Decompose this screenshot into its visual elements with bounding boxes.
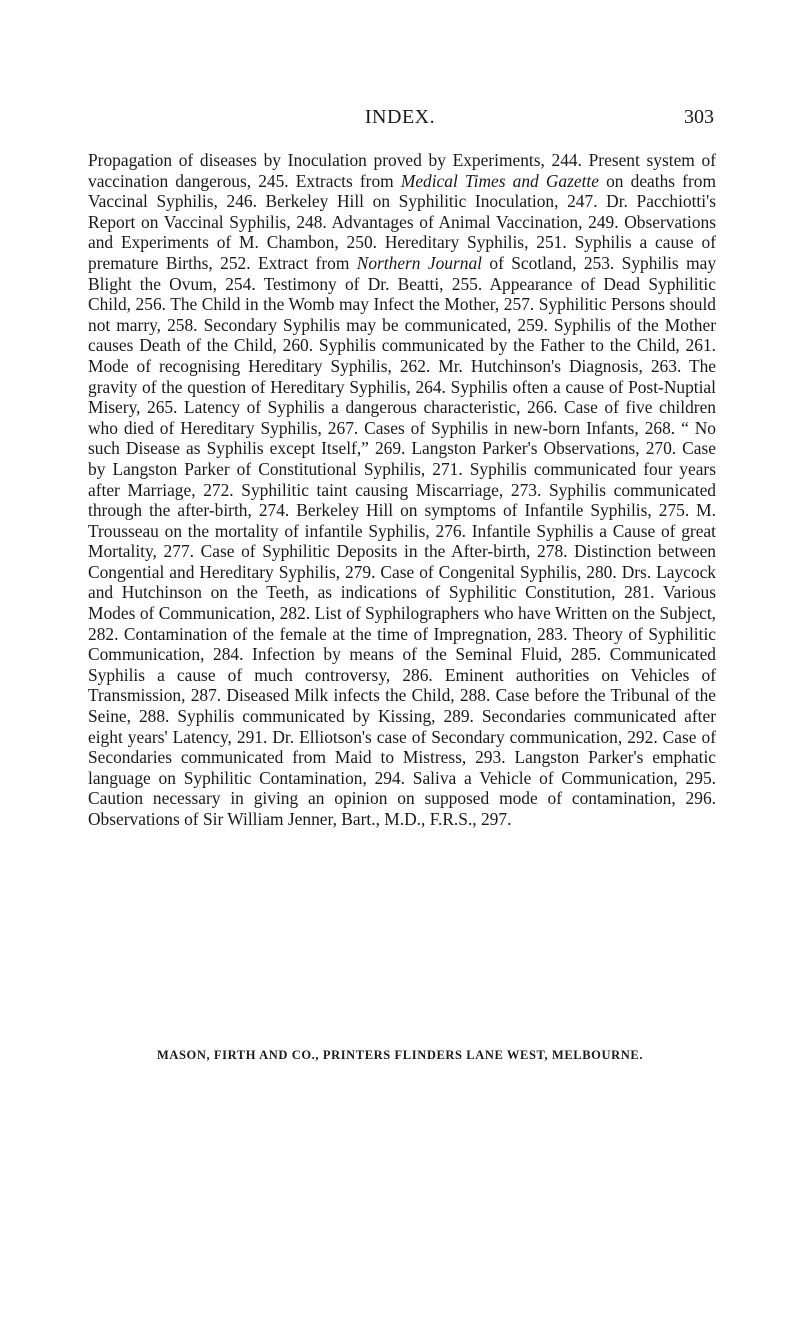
journal-title-northern-journal: Northern Journal <box>356 252 482 273</box>
page-number: 303 <box>684 106 714 128</box>
index-paragraph <box>88 150 716 830</box>
index-text-segment: on deaths from Vaccinal Syphilis, 246. Berkeley Hill on Syphilitic Inoculation, 247. Dr. Pacchiotti's Report on Vaccinal Syphilis, 248. Advantages of Animal Vaccination, 249. Observations and Experiments of M. Chambon, 250. Hereditary Syphilis, 251. Syphilis a cause of premature Births, 252. Extract from <box>88 170 716 273</box>
journal-title-medical-times: Medical Times and Gazette <box>400 170 599 191</box>
printer-imprint: MASON, FIRTH AND CO., PRINTERS FLINDERS LANE WEST, MELBOURNE. <box>156 1048 644 1062</box>
index-text-segment: of Scotland, 253. Syphilis may Blight the Ovum, 254. Testimony of Dr. Beatti, 255. Appearance of Dead Syphilitic Child, 256. The Child in the Womb may Infect the Mother, 257. Syphilitic Persons should not marry, 258. Secondary Syphilis may be communicated, 259. Syphilis of the Mother causes Death of the Child, 260. Syphilis communicated by the Father to the Child, 261. Mode of recognising Hereditary Syphilis, 262. Mr. Hutchinson's Diagnosis, 263. The gravity of the question of Hereditary Syphilis, 264. Syphilis often a cause of Post-Nuptial Misery, 265. Latency of Syphilis a dangerous characteristic, 266. Case of five children who died of Hereditary Syphilis, 267. Cases of Syphilis in new-born Infants, 268. “ No such Disease as Syphilis except Itself,” 269. Langston Parker's Observations, 270. Case by Langston Parker of Constitutional Syphilis, 271. Syphilis communicated four years after Marriage, 272. Syphilitic taint causing Miscarriage, 273. Syphilis communicated through the after-birth, 274. Berkeley Hill on symptoms of Infantile Syphilis, 275. M. Trousseau on the mortality of infantile Syphilis, 276. Infantile Syphilis a Cause of great Mortality, 277. Case of Syphilitic Deposits in the After-birth, 278. Distinction between Congential and Hereditary Syphilis, 279. Case of Congenital Syphilis, 280. Drs. Laycock and Hutchinson on the Teeth, as indications of Syphilitic Constitution, 281. Various Modes of Communication, 282. List of Syphilographers who have Written on the Subject, 282. Contamination of the female at the time of Impregnation, 283. Theory of Syphilitic Communication, 284. Infection by means of the Seminal Fluid, 285. Communicated Syphilis a cause of much controversy, 286. Eminent authorities on Vehicles of Transmission, 287. Diseased Milk infects the Child, 288. Case before the Tribunal of the Seine, 288. Syphilis communicated by Kissing, 289. Secondaries communicated after eight years' Latency, 291. Dr. Elliotson's case of Secondary communication, 292. Case of Secondaries communicated from Maid to Mistress, 293. Langston Parker's emphatic language on Syphilitic Contamination, 294. Saliva a Vehicle of Communication, 295. Caution necessary in giving an opinion on supposed mode of contamination, 296. Observations of Sir William Jenner, Bart., M.D., F.R.S., 297. <box>88 252 717 829</box>
index-text-segment: Propagation of diseases by Inoculation proved by Experiments, 244. Present system of vaccination dangerous, 245. Extracts from <box>88 150 716 191</box>
page-title: INDEX. <box>364 106 436 128</box>
running-head <box>0 106 800 130</box>
